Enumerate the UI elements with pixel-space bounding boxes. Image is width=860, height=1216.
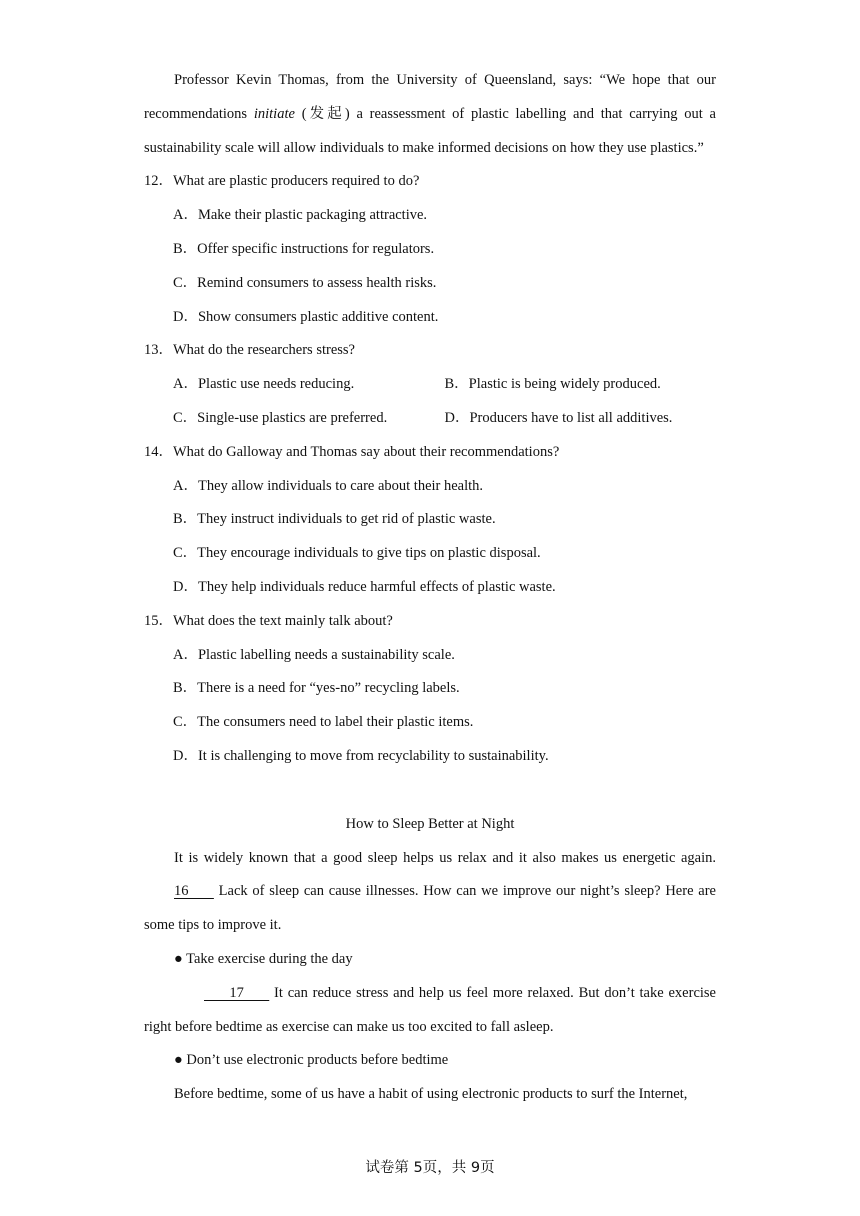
passage-text: Professor Kevin Thomas, from the University of Queensland, says: “We hope that our recommendations [144,72,716,122]
question-15-option-a: A．Plastic labelling needs a sustainability scale. [173,646,455,663]
question-15-option-b: B．There is a need for “yes-no” recycling labels. [173,680,460,697]
question-14-option-b: B．They instruct individuals to get rid of plastic waste. [173,511,496,528]
question-13-stem: 13．What do the researchers stress? [144,342,355,359]
article-paragraph-2 [144,977,716,1045]
article-paragraph-1 [144,842,716,943]
section-gap [144,774,716,808]
passage-paragraph [144,64,716,165]
article-text: It can reduce stress and help us feel more relaxed. But don’t take exercise right before bedtime as exercise can make us too excited to fall asleep. [144,984,716,1035]
question-15-stem: 15．What does the text mainly talk about? [144,612,393,629]
question-13-option-b: B．Plastic is being widely produced. [444,376,661,393]
article-title: How to Sleep Better at Night [345,815,515,832]
page-content [144,64,716,1112]
question-12-option-a: A．Make their plastic packaging attractive. [173,207,428,224]
passage-text-cont: (发起) a reassessment of plastic labelling and that carrying out a sustainability scale will allow individuals to make informed decisions on how they use plastics.” [144,105,716,156]
question-15-option-c: C．The consumers need to label their plastic items. [173,714,474,731]
question-12-option-d: D．Show consumers plastic additive content. [173,308,439,325]
tip-1-heading: ● Take exercise during the day [174,950,353,967]
question-15-option-d: D．It is challenging to move from recyclability to sustainability. [173,747,549,764]
passage-italic-word: initiate [253,105,295,122]
article-text: It is widely known that a good sleep helps us relax and it also makes us energetic again. [174,849,716,866]
question-13-option-c: C．Single-use plastics are preferred. [173,409,388,426]
question-13-options-row-2 [173,402,716,436]
question-14-option-a: A．They allow individuals to care about their health. [173,477,484,494]
blank-16[interactable]: 16 [174,883,214,900]
question-14-option-d: D．They help individuals reduce harmful effects of plastic waste. [173,578,556,595]
question-12-stem: 12．What are plastic producers required to do? [144,173,420,190]
page-footer: 试卷第 5页，共 9页 [365,1160,495,1176]
question-14-option-c: C．They encourage individuals to give tips on plastic disposal. [173,545,541,562]
article-text-cont: Lack of sleep can cause illnesses. How can we improve our night’s sleep? Here are some tips to improve it. [144,883,716,934]
tip-2-heading: ● Don’t use electronic products before bedtime [174,1052,449,1069]
question-13-option-d: D．Producers have to list all additives. [444,409,673,426]
blank-17[interactable]: 17 [204,984,270,1001]
article-paragraph-3: Before bedtime, some of us have a habit of using electronic products to surf the Internet, [174,1086,688,1103]
question-12-option-c: C．Remind consumers to assess health risks. [173,274,437,291]
question-12-option-b: B．Offer specific instructions for regulators. [173,240,435,257]
question-13-options-row-1 [173,368,716,402]
question-14-stem: 14．What do Galloway and Thomas say about their recommendations? [144,443,560,460]
question-13-option-a: A．Plastic use needs reducing. [173,376,355,393]
